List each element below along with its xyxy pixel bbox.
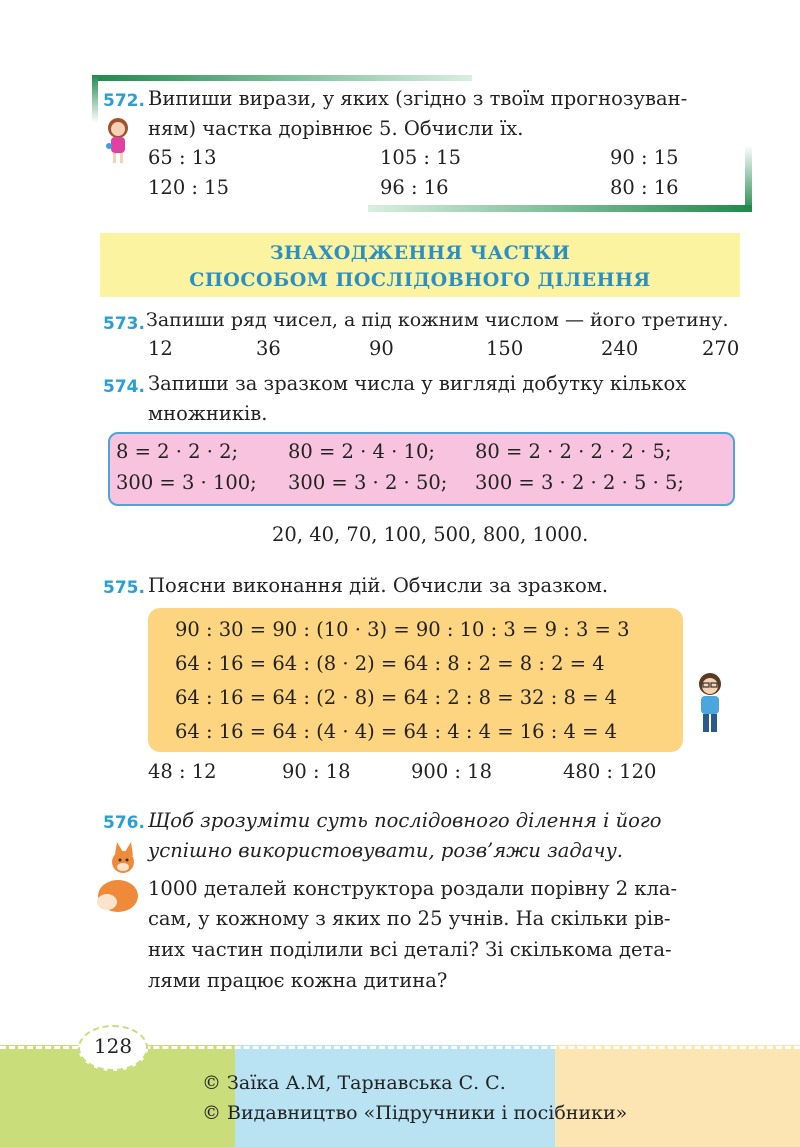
exercise-574-number: 574. [103, 377, 145, 397]
number-item: 12 [148, 337, 173, 360]
exercise-576-number: 576. [103, 813, 145, 833]
expression: 105 : 15 [380, 146, 461, 169]
sample-expression: 300 = 3 · 2 · 50; [288, 471, 448, 494]
problem-text-line: 1000 деталей конструктора роздали порівну 2 кла- [148, 877, 678, 900]
number-item: 150 [486, 337, 524, 360]
exercise-frame-top [92, 75, 472, 81]
number-item: 240 [601, 337, 639, 360]
problem-text-line: них частин поділили всі деталі? Зі скількома дета- [148, 938, 672, 961]
sample-expression: 90 : 30 = 90 : (10 · 3) = 90 : 10 : 3 = 9 : 3 = 3 [175, 618, 630, 641]
expression: 96 : 16 [380, 176, 449, 199]
sample-expression: 300 = 3 · 2 · 2 · 5 · 5; [475, 471, 684, 494]
exercise-frame-right [745, 145, 752, 212]
expression: 80 : 16 [610, 176, 679, 199]
section-heading [100, 233, 740, 297]
section-heading-line2: СПОСОБОМ ПОСЛІДОВНОГО ДІЛЕННЯ [189, 269, 651, 291]
exercise-573-number: 573. [103, 314, 145, 334]
exercise-574-text-line2: множників. [148, 402, 268, 425]
task-expression: 48 : 12 [148, 760, 217, 783]
sample-expression: 300 = 3 · 100; [116, 471, 257, 494]
section-heading-line1: ЗНАХОДЖЕННЯ ЧАСТКИ [269, 242, 571, 264]
task-expression: 90 : 18 [282, 760, 351, 783]
number-item: 36 [256, 337, 281, 360]
exercise-572-text-line2: ням) частка дорівнює 5. Обчисли їх. [148, 117, 524, 140]
exercise-frame-left [92, 75, 98, 123]
expression: 65 : 13 [148, 146, 217, 169]
copyright-publisher: © Видавництво «Підручники і посібники» [202, 1102, 628, 1124]
exercise-574-text-line1: Запиши за зразком числа у вигляді добутку кількох [148, 372, 687, 395]
exercise-575-text: Поясни виконання дій. Обчисли за зразком. [148, 574, 609, 597]
number-item: 90 [369, 337, 394, 360]
exercise-576-intro-line1: Щоб зрозуміти суть послідовного ділення і його [148, 809, 662, 832]
footer-band-peach [555, 1045, 800, 1147]
sample-expression: 80 = 2 · 2 · 2 · 2 · 5; [475, 440, 672, 463]
sample-expression: 64 : 16 = 64 : (8 · 2) = 64 : 8 : 2 = 8 : 2 = 4 [175, 652, 605, 675]
expression: 90 : 15 [610, 146, 679, 169]
page-number: 128 [93, 1034, 133, 1058]
sample-expression: 64 : 16 = 64 : (2 · 8) = 64 : 2 : 8 = 32 : 8 = 4 [175, 686, 618, 709]
exercise-572-number: 572. [103, 91, 145, 111]
task-expression: 480 : 120 [563, 760, 657, 783]
fox-character-icon [93, 840, 143, 916]
sample-expression: 64 : 16 = 64 : (4 · 4) = 64 : 4 : 4 = 16 : 4 = 4 [175, 720, 618, 743]
exercise-572-text-line1: Випиши вирази, у яких (згідно з твоїм прогнозуван- [148, 87, 688, 110]
girl-character-icon [104, 116, 132, 166]
problem-text-line: лями працює кожна дитина? [148, 969, 448, 992]
sample-expression: 80 = 2 · 4 · 10; [288, 440, 435, 463]
copyright-authors: © Заїка А.М, Тарнавська С. С. [202, 1072, 506, 1094]
boy-character-icon [692, 670, 728, 736]
footer-band-blue [235, 1045, 555, 1147]
expression: 120 : 15 [148, 176, 229, 199]
exercise-frame-bottom [368, 205, 752, 212]
sample-expression: 8 = 2 · 2 · 2; [116, 440, 239, 463]
exercise-576-intro-line2: успішно використовувати, розв’яжи задачу. [148, 839, 623, 862]
number-item: 270 [702, 337, 740, 360]
problem-text-line: сам, у кожному з яких по 25 учнів. На скільки рів- [148, 907, 671, 930]
task-numbers: 20, 40, 70, 100, 500, 800, 1000. [272, 523, 589, 546]
exercise-573-text: Запиши ряд чисел, а під кожним числом — його третину. [146, 309, 729, 331]
task-expression: 900 : 18 [411, 760, 492, 783]
exercise-575-number: 575. [103, 578, 145, 598]
